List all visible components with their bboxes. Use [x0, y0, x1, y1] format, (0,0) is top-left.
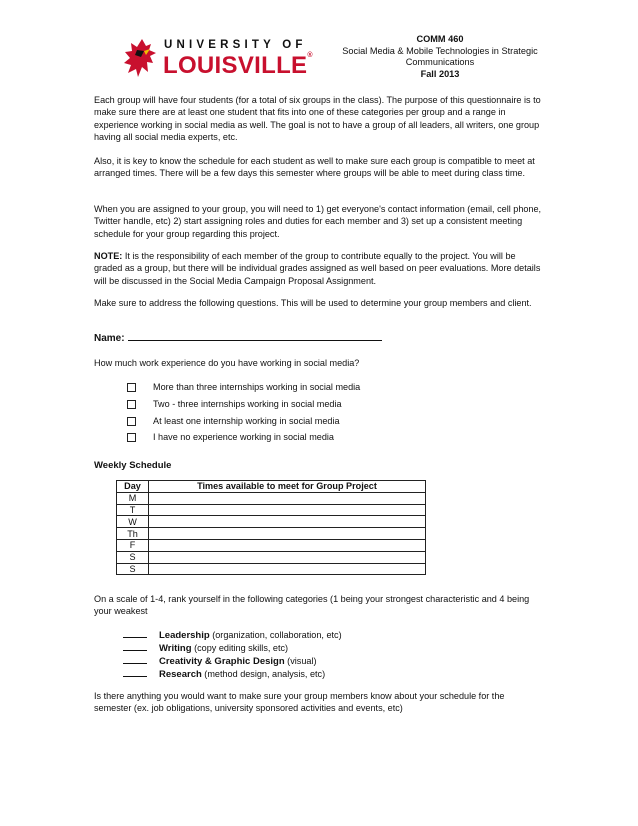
day-cell: S — [117, 563, 149, 575]
times-cell[interactable] — [149, 563, 426, 575]
name-field[interactable] — [94, 332, 382, 344]
note-text: It is the responsibility of each member of the group to contribute equally to the project. You will be graded as a group, but there will be individual grades assigned as well based on peer evaluations. More details will be discussed in the Social Media Campaign Proposal Assignment. — [94, 251, 541, 286]
checkbox[interactable] — [127, 400, 136, 409]
university-logo — [120, 36, 313, 82]
table-row — [117, 539, 426, 551]
checkbox[interactable] — [127, 417, 136, 426]
experience-question: How much work experience do you have working in social media? — [94, 358, 360, 368]
rank-category: Leadership — [159, 630, 210, 641]
day-cell: Th — [117, 528, 149, 540]
course-title-line2: Communications — [405, 57, 475, 67]
table-row — [117, 504, 426, 516]
intro-paragraph: Each group will have four students (for a total of six groups in the class). The purpose of this questionnaire is to make sure there are at least one student that fits into one of these categories per group and a range in experience working in social media as well. The goal is not to have a group of all leaders, all writers, one group having all social media experts, etc. — [94, 95, 541, 143]
rank-category: Creativity & Graphic Design — [159, 656, 285, 667]
instructions-paragraph: Make sure to address the following questions. This will be used to determine your group members and client. — [94, 298, 532, 308]
rank-blank[interactable] — [123, 643, 147, 651]
rank-creativity[interactable] — [123, 656, 317, 667]
course-info — [340, 34, 540, 80]
times-cell[interactable] — [149, 516, 426, 528]
times-cell[interactable] — [149, 551, 426, 563]
weekly-schedule-title: Weekly Schedule — [94, 460, 172, 471]
weekly-schedule-table — [116, 480, 426, 575]
option-label: At least one internship working in social media — [153, 416, 340, 426]
rank-detail: (method design, analysis, etc) — [201, 669, 326, 679]
cardinal-bird-icon — [120, 36, 158, 80]
times-cell[interactable] — [149, 539, 426, 551]
day-cell: S — [117, 551, 149, 563]
assignment-paragraph: When you are assigned to your group, you will need to 1) get everyone's contact information (email, cell phone, Twitter handle, etc) 2) start assigning roles and duties for each member and 3) set up a consistent meeting schedule for your group regarding this project. — [94, 204, 542, 239]
rank-blank[interactable] — [123, 630, 147, 638]
times-header: Times available to meet for Group Project — [149, 481, 426, 493]
day-cell: M — [117, 492, 149, 504]
schedule-paragraph: Also, it is key to know the schedule for each student as well to make sure each group is compatible to meet at arranged times. There will be a few days this semester where groups will be able to meet during class time. — [94, 156, 535, 179]
rank-blank[interactable] — [123, 669, 147, 677]
note-label: NOTE: — [94, 251, 123, 261]
course-code: COMM 460 — [416, 34, 464, 44]
day-cell: T — [117, 504, 149, 516]
day-header: Day — [117, 481, 149, 493]
times-cell[interactable] — [149, 492, 426, 504]
rank-writing[interactable] — [123, 643, 288, 654]
course-term: Fall 2013 — [420, 68, 460, 79]
day-cell: F — [117, 539, 149, 551]
table-row — [117, 492, 426, 504]
checkbox[interactable] — [127, 383, 136, 392]
table-row — [117, 516, 426, 528]
rank-category: Writing — [159, 643, 192, 654]
option-label: Two - three internships working in social media — [153, 399, 342, 409]
rank-detail: (organization, collaboration, etc) — [209, 630, 342, 640]
scale-instructions: On a scale of 1-4, rank yourself in the following categories (1 being your strongest characteristic and 4 being your weakest — [94, 594, 530, 617]
rank-category: Research — [159, 669, 202, 680]
rank-detail: (copy editing skills, etc) — [191, 643, 289, 653]
rank-detail: (visual) — [284, 656, 317, 666]
times-cell[interactable] — [149, 528, 426, 540]
name-label: Name: — [94, 333, 125, 344]
registered-mark: ® — [307, 52, 313, 59]
table-row — [117, 528, 426, 540]
table-header-row — [117, 481, 426, 493]
rank-leadership[interactable] — [123, 630, 342, 641]
table-row — [117, 563, 426, 575]
final-question: Is there anything you would want to make sure your group members know about your schedule for the semester (ex. job obligations, university sponsored activities and events, etc) — [94, 691, 505, 714]
name-blank-line[interactable] — [128, 332, 382, 341]
times-cell[interactable] — [149, 504, 426, 516]
note-paragraph — [94, 250, 544, 287]
table-row — [117, 551, 426, 563]
logo-university-of: UNIVERSITY OF — [164, 39, 307, 51]
day-cell: W — [117, 516, 149, 528]
rank-research[interactable] — [123, 669, 325, 680]
rank-blank[interactable] — [123, 656, 147, 664]
course-title-line1: Social Media & Mobile Technologies in Strategic — [342, 45, 538, 56]
checkbox[interactable] — [127, 433, 136, 442]
option-label: More than three internships working in social media — [153, 382, 361, 392]
option-label: I have no experience working in social media — [153, 432, 334, 442]
logo-louisville: LOUISVILLE® — [163, 52, 313, 79]
